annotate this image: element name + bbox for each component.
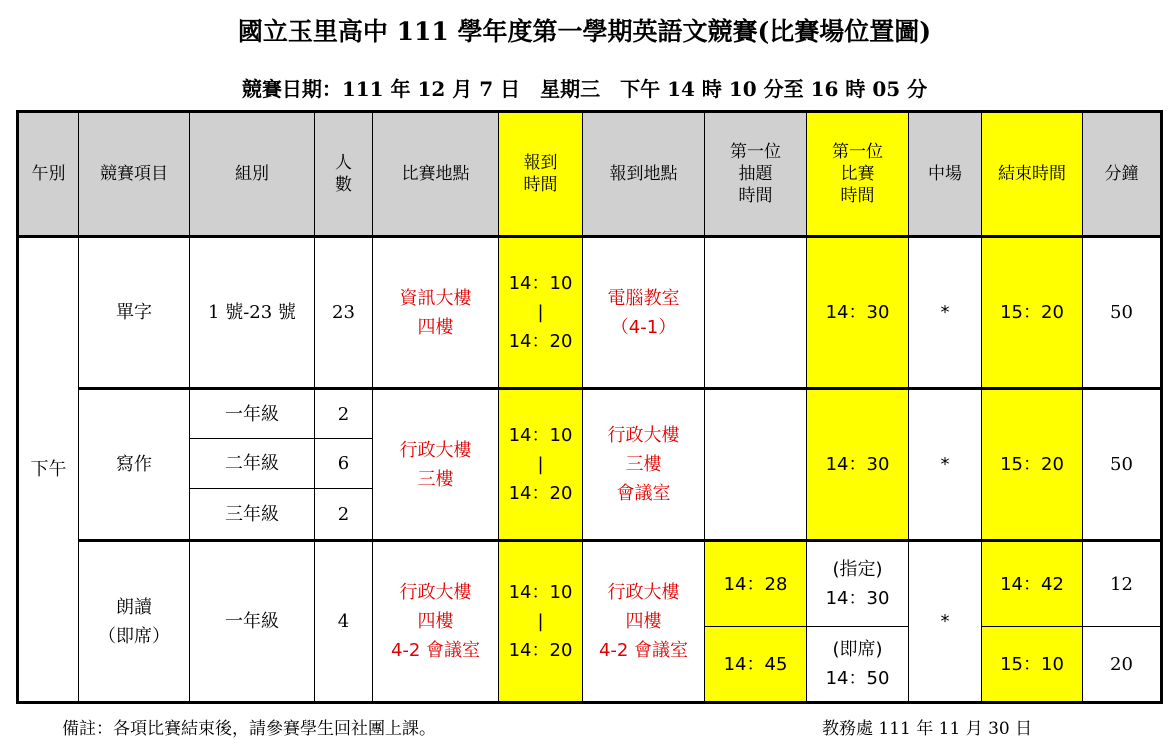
reading-checkin-time: 14：10 | 14：20 [499, 541, 583, 703]
vocab-intermission: * [909, 237, 982, 389]
reading-minutes-2: 20 [1083, 627, 1162, 703]
reading-item: 朗讀 （即席） [79, 541, 190, 703]
reading-draw-2: 14：45 [705, 627, 807, 703]
reading-minutes-1: 12 [1083, 541, 1162, 627]
header-minutes: 分鐘 [1083, 112, 1162, 237]
table-row-reading [18, 541, 1162, 627]
footer-issuer: 教務處 111 年 11 月 30 日 [822, 719, 1033, 739]
writing-group-1: 一年級 [190, 389, 315, 439]
writing-minutes: 50 [1083, 389, 1162, 541]
writing-item: 寫作 [79, 389, 190, 541]
header-first-compete: 第一位 比賽 時間 [807, 112, 909, 237]
writing-count-1: 2 [315, 389, 373, 439]
writing-checkin-time: 14：10 | 14：20 [499, 389, 583, 541]
writing-venue: 行政大樓 三樓 [373, 389, 499, 541]
header-end-time: 結束時間 [982, 112, 1083, 237]
vocab-checkin-time: 14：10 | 14：20 [499, 237, 583, 389]
vocab-checkin-place: 電腦教室 （4-1） [583, 237, 705, 389]
page-title: 國立玉里高中 111 學年度第一學期英語文競賽(比賽場位置圖) [237, 17, 932, 46]
vocab-first-draw [705, 237, 807, 389]
header-item: 競賽項目 [79, 112, 190, 237]
reading-group: 一年級 [190, 541, 315, 703]
footer-note: 備註：各項比賽結束後，請參賽學生回社團上課。 [62, 719, 436, 739]
reading-venue: 行政大樓 四樓 4-2 會議室 [373, 541, 499, 703]
reading-compete-1: (指定) 14：30 [807, 541, 909, 627]
writing-group-2: 二年級 [190, 439, 315, 489]
vocab-count: 23 [315, 237, 373, 389]
writing-end-time: 15：20 [982, 389, 1083, 541]
reading-end-2: 15：10 [982, 627, 1083, 703]
header-venue: 比賽地點 [373, 112, 499, 237]
schedule-table [16, 110, 1163, 704]
writing-group-3: 三年級 [190, 489, 315, 541]
header-row [18, 112, 1162, 237]
reading-draw-1: 14：28 [705, 541, 807, 627]
vocab-end-time: 15：20 [982, 237, 1083, 389]
header-checkin-place: 報到地點 [583, 112, 705, 237]
reading-intermission: * [909, 541, 982, 703]
table-row-writing [18, 389, 1162, 439]
writing-intermission: * [909, 389, 982, 541]
writing-count-2: 6 [315, 439, 373, 489]
period-cell: 下午 [18, 237, 79, 703]
reading-end-1: 14：42 [982, 541, 1083, 627]
writing-first-compete: 14：30 [807, 389, 909, 541]
header-period: 午別 [18, 112, 79, 237]
reading-compete-2: (即席) 14：50 [807, 627, 909, 703]
reading-count: 4 [315, 541, 373, 703]
writing-count-3: 2 [315, 489, 373, 541]
header-checkin-time: 報到 時間 [499, 112, 583, 237]
vocab-first-compete: 14：30 [807, 237, 909, 389]
writing-first-draw [705, 389, 807, 541]
header-intermission: 中場 [909, 112, 982, 237]
vocab-minutes: 50 [1083, 237, 1162, 389]
vocab-item: 單字 [79, 237, 190, 389]
competition-date: 競賽日期：111 年 12 月 7 日 星期三 下午 14 時 10 分至 16 時 05 分 [241, 77, 928, 101]
header-count: 人 數 [315, 112, 373, 237]
header-first-draw: 第一位 抽題 時間 [705, 112, 807, 237]
vocab-group: 1 號-23 號 [190, 237, 315, 389]
header-group: 組別 [190, 112, 315, 237]
reading-checkin-place: 行政大樓 四樓 4-2 會議室 [583, 541, 705, 703]
table-row-vocab [18, 237, 1162, 389]
writing-checkin-place: 行政大樓 三樓 會議室 [583, 389, 705, 541]
vocab-venue: 資訊大樓 四樓 [373, 237, 499, 389]
